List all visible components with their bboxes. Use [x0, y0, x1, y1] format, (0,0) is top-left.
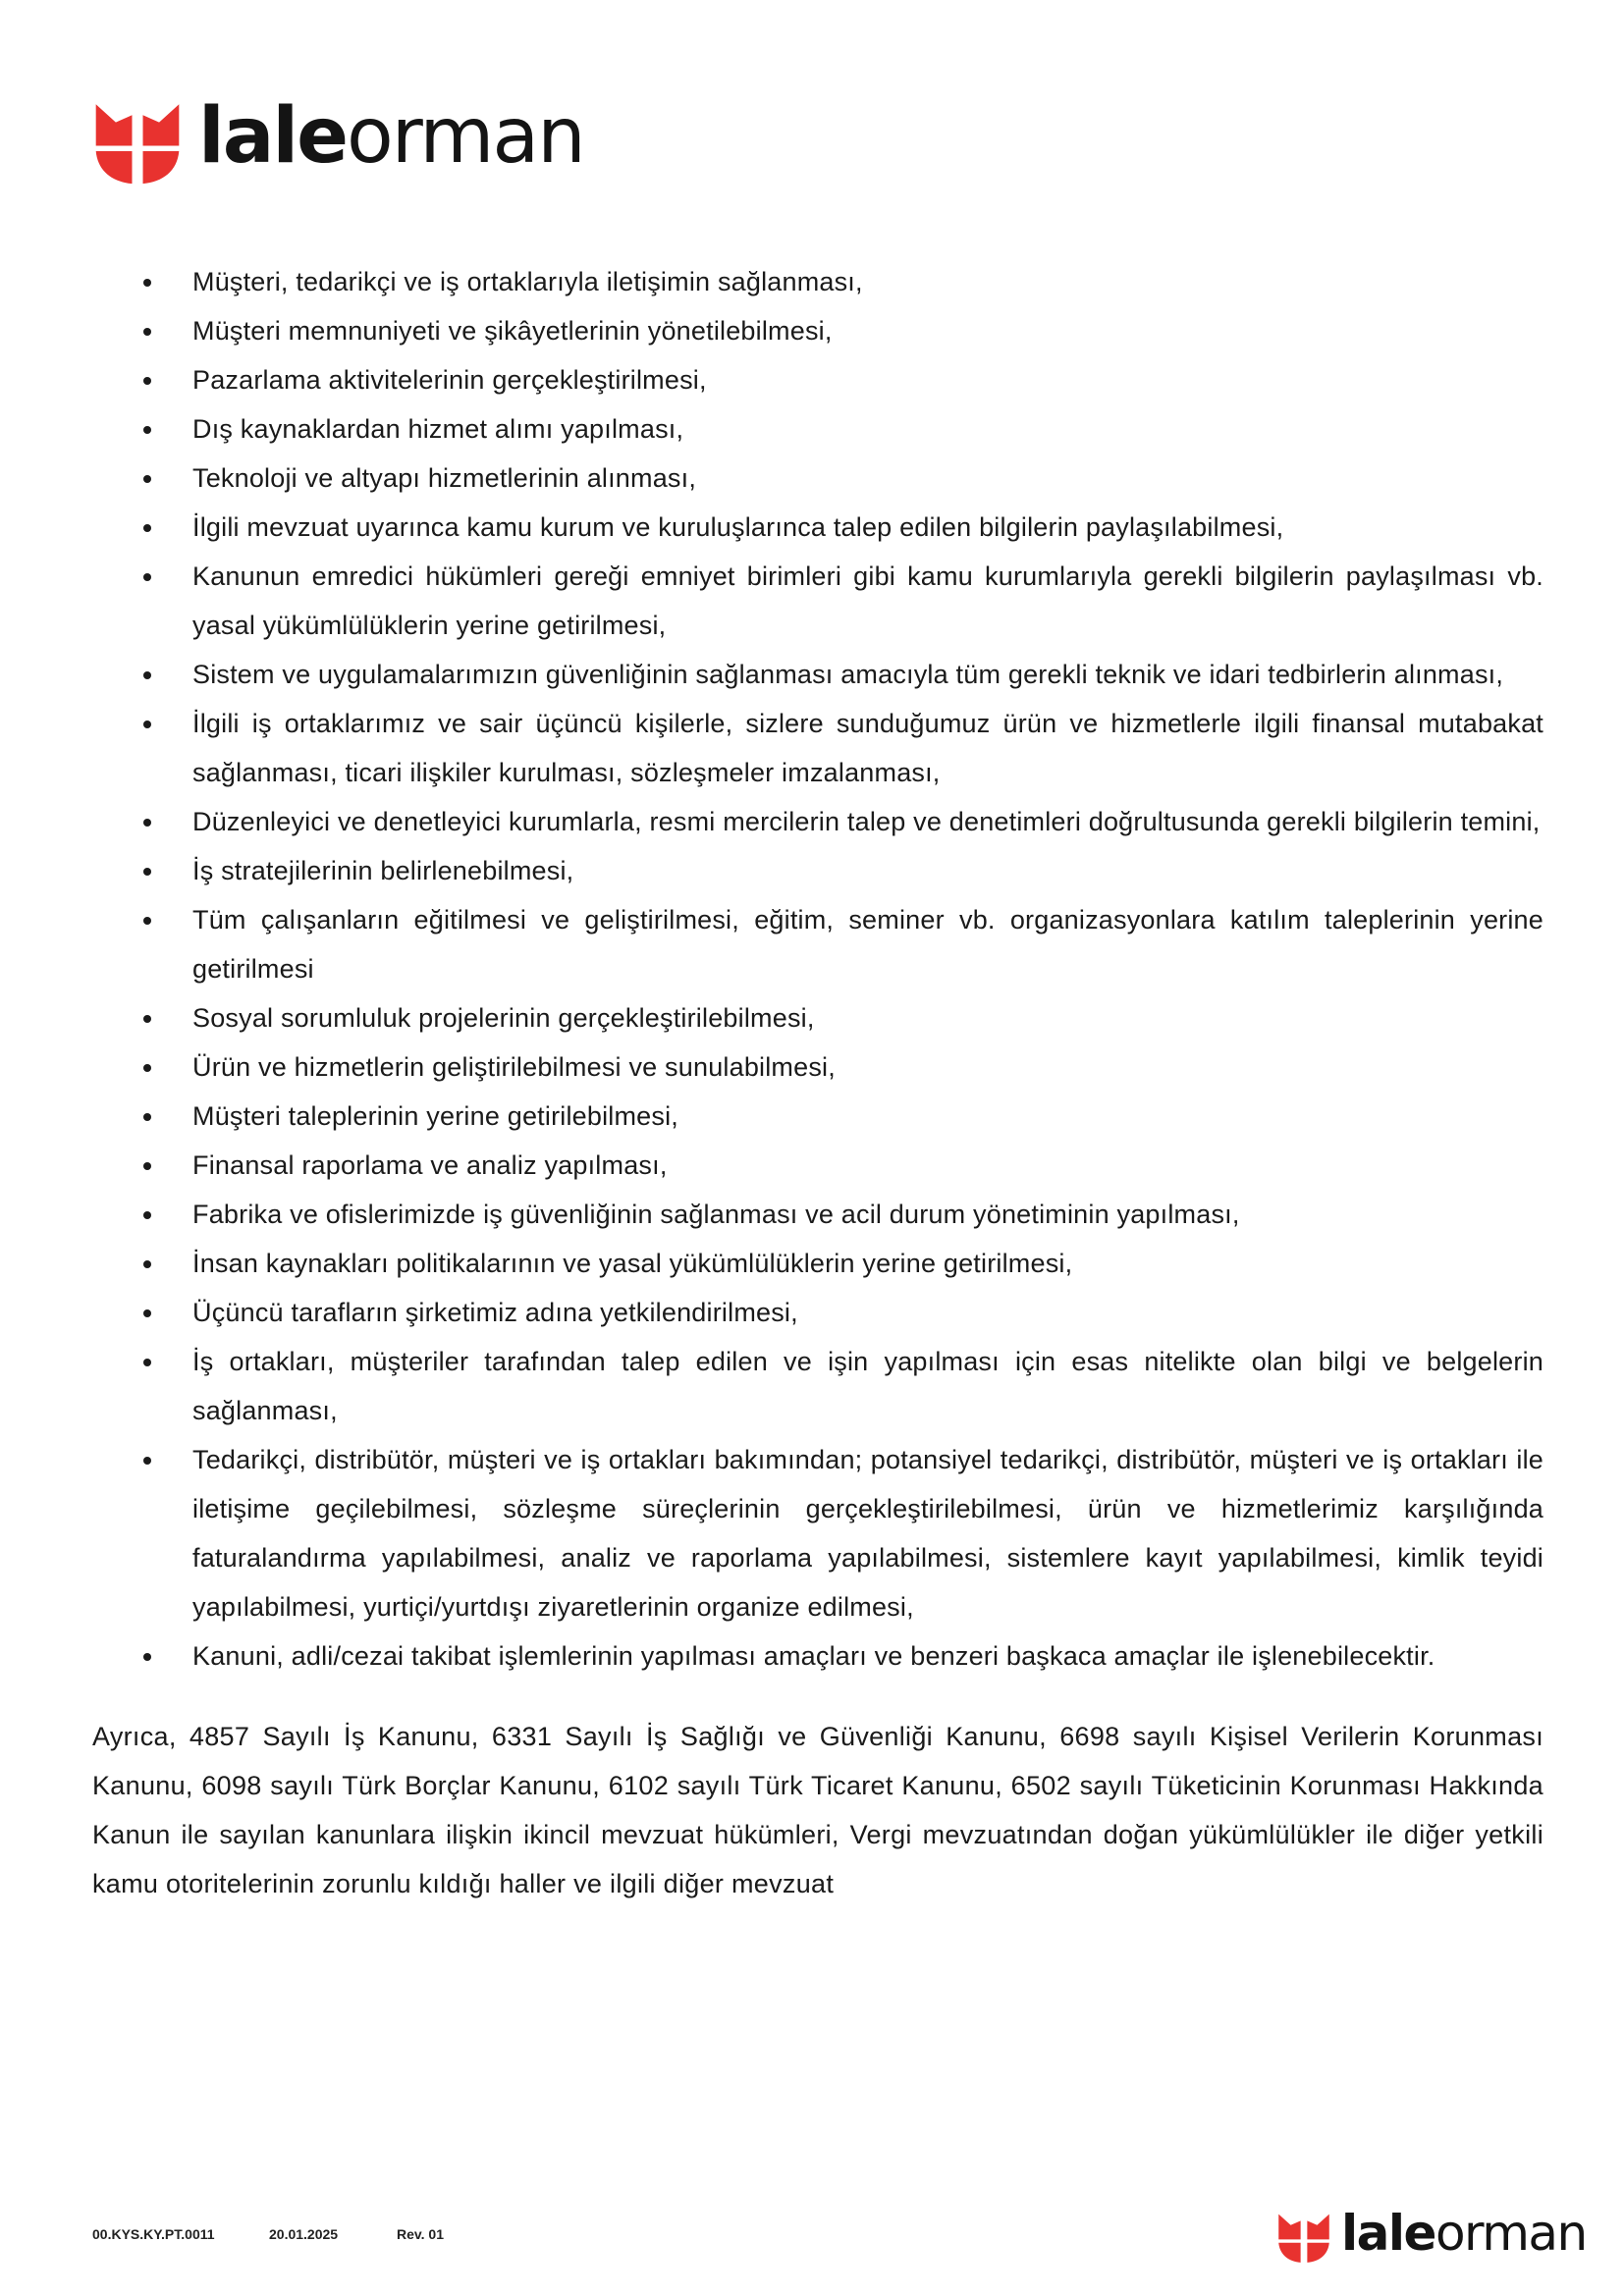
list-item-text: Fabrika ve ofislerimizde iş güvenliğinin sağlanması ve acil durum yönetiminin yapılması, — [192, 1200, 1240, 1229]
list-item — [92, 552, 1543, 650]
list-item — [92, 1435, 1543, 1631]
bullet-icon — [143, 1064, 151, 1072]
footer-logo — [1276, 2205, 1587, 2264]
list-item — [92, 503, 1543, 552]
list-item-text: Tüm çalışanların eğitilmesi ve geliştirilmesi, eğitim, seminer vb. organizasyonlara katılım taleplerinin yerine getirilmesi — [192, 905, 1543, 984]
list-item-text: Kanunun emredici hükümleri gereği emniyet birimleri gibi kamu kurumlarıyla gerekli bilgilerin paylaşılması vb. yasal yükümlülüklerin yerine getirilmesi, — [192, 561, 1543, 640]
bullet-icon — [143, 1653, 151, 1661]
list-item — [92, 895, 1543, 993]
list-item-text: Tedarikçi, distribütör, müşteri ve iş ortakları bakımından; potansiyel tedarikçi, distribütör, müşteri ve iş ortakları ile iletişime geçilebilmesi, sözleşme süreçlerinin gerçekleştirilebilmesi, ürün ve hizmetlerimiz karşılığında faturalandırma yapılabilmesi, analiz ve raporlama yapılabilmesi, sistemlere kayıt yapılabilmesi, kimlik teyidi yapılabilmesi, yurtiçi/yurtdışı ziyaretlerinin organize edilmesi, — [192, 1445, 1543, 1622]
bullet-icon — [143, 671, 151, 679]
list-item — [92, 257, 1543, 306]
list-item — [92, 1239, 1543, 1288]
brand-wordmark: laleorman — [1341, 2205, 1587, 2262]
bullet-icon — [143, 475, 151, 483]
list-item-text: Müşteri taleplerinin yerine getirilebilmesi, — [192, 1101, 678, 1131]
bullet-icon — [143, 1359, 151, 1366]
bullet-icon — [143, 819, 151, 827]
list-item — [92, 1042, 1543, 1092]
bullet-icon — [143, 1211, 151, 1219]
bullet-icon — [143, 377, 151, 385]
bullet-icon — [143, 1309, 151, 1317]
list-item-text: Teknoloji ve altyapı hizmetlerinin alınması, — [192, 463, 697, 493]
doc-code: 00.KYS.KY.PT.0011 — [92, 2226, 215, 2242]
bullet-icon — [143, 328, 151, 336]
list-item — [92, 1092, 1543, 1141]
list-item — [92, 454, 1543, 503]
bullet-icon — [143, 917, 151, 925]
bullet-icon — [143, 279, 151, 287]
list-item-text: Dış kaynaklardan hizmet alımı yapılması, — [192, 414, 684, 444]
bullet-icon — [143, 1457, 151, 1465]
list-item-text: Ürün ve hizmetlerin geliştirilebilmesi ve sunulabilmesi, — [192, 1052, 836, 1082]
bullet-icon — [143, 1113, 151, 1121]
list-item-text: İlgili iş ortaklarımız ve sair üçüncü kişilerle, sizlere sunduğumuz ürün ve hizmetlerle ilgili finansal mutabakat sağlanması, ticari ilişkiler kurulması, sözleşmeler imzalanması, — [192, 709, 1543, 787]
doc-date: 20.01.2025 — [269, 2226, 339, 2242]
list-item — [92, 650, 1543, 699]
list-item-text: Düzenleyici ve denetleyici kurumlarla, resmi mercilerin talep ve denetimleri doğrultusunda gerekli bilgilerin temini, — [192, 807, 1541, 836]
bullet-icon — [143, 426, 151, 434]
bullet-icon — [143, 1162, 151, 1170]
list-item — [92, 306, 1543, 355]
doc-revision: Rev. 01 — [397, 2226, 444, 2242]
list-item-text: Sistem ve uygulamalarımızın güvenliğinin sağlanması amacıyla tüm gerekli teknik ve idari tedbirlerin alınması, — [192, 660, 1504, 689]
list-item-text: Üçüncü tarafların şirketimiz adına yetkilendirilmesi, — [192, 1298, 798, 1327]
list-item-text: İnsan kaynakları politikalarının ve yasal yükümlülüklerin yerine getirilmesi, — [192, 1249, 1073, 1278]
list-item-text: İş ortakları, müşteriler tarafından talep edilen ve işin yapılması için esas nitelikte olan bilgi ve belgelerin sağlanması, — [192, 1347, 1543, 1425]
bullet-icon — [143, 524, 151, 532]
list-item-text: İlgili mevzuat uyarınca kamu kurum ve kuruluşlarınca talep edilen bilgilerin paylaşılabilmesi, — [192, 512, 1284, 542]
legal-paragraph: Ayrıca, 4857 Sayılı İş Kanunu, 6331 Sayılı İş Sağlığı ve Güvenliği Kanunu, 6698 sayılı Kişisel Verilerin Korunması Kanunu, 6098 sayılı Türk Borçlar Kanunu, 6102 sayılı Türk Ticaret Kanunu, 6502 sayılı Tüketicinin Korunması Hakkında Kanun ile sayılan kanunlara ilişkin ikincil mevzuat hükümleri, Vergi mevzuatından doğan yükümlülükler ile diğer yetkili kamu otoritelerinin zorunlu kıldığı haller ve ilgili diğer mevzuat — [92, 1722, 1543, 1898]
bullet-icon — [143, 573, 151, 581]
list-item-text: Kanuni, adli/cezai takibat işlemlerinin yapılması amaçları ve benzeri başkaca amaçlar ile işlenebilecektir. — [192, 1641, 1435, 1671]
header-logo — [92, 92, 584, 186]
purpose-list — [92, 257, 1543, 1681]
footer-meta — [92, 2226, 444, 2242]
list-item — [92, 404, 1543, 454]
tulip-logo-icon — [92, 95, 183, 186]
list-item — [92, 355, 1543, 404]
list-item-text: Müşteri memnuniyeti ve şikâyetlerinin yönetilebilmesi, — [192, 316, 833, 346]
brand-wordmark: laleorman — [198, 92, 584, 181]
tulip-logo-icon — [1276, 2209, 1331, 2264]
list-item — [92, 1141, 1543, 1190]
document-body — [92, 257, 1543, 1908]
bullet-icon — [143, 721, 151, 728]
list-item — [92, 1631, 1543, 1681]
bullet-icon — [143, 1260, 151, 1268]
list-item — [92, 797, 1543, 846]
list-item-text: İş stratejilerinin belirlenebilmesi, — [192, 856, 574, 885]
list-item — [92, 993, 1543, 1042]
list-item — [92, 1337, 1543, 1435]
list-item — [92, 1190, 1543, 1239]
bullet-icon — [143, 868, 151, 876]
list-item-text: Müşteri, tedarikçi ve iş ortaklarıyla iletişimin sağlanması, — [192, 267, 863, 296]
list-item-text: Sosyal sorumluluk projelerinin gerçekleştirilebilmesi, — [192, 1003, 815, 1033]
bullet-icon — [143, 1015, 151, 1023]
list-item — [92, 699, 1543, 797]
list-item — [92, 1288, 1543, 1337]
list-item — [92, 846, 1543, 895]
list-item-text: Finansal raporlama ve analiz yapılması, — [192, 1150, 668, 1180]
list-item-text: Pazarlama aktivitelerinin gerçekleştirilmesi, — [192, 365, 707, 395]
